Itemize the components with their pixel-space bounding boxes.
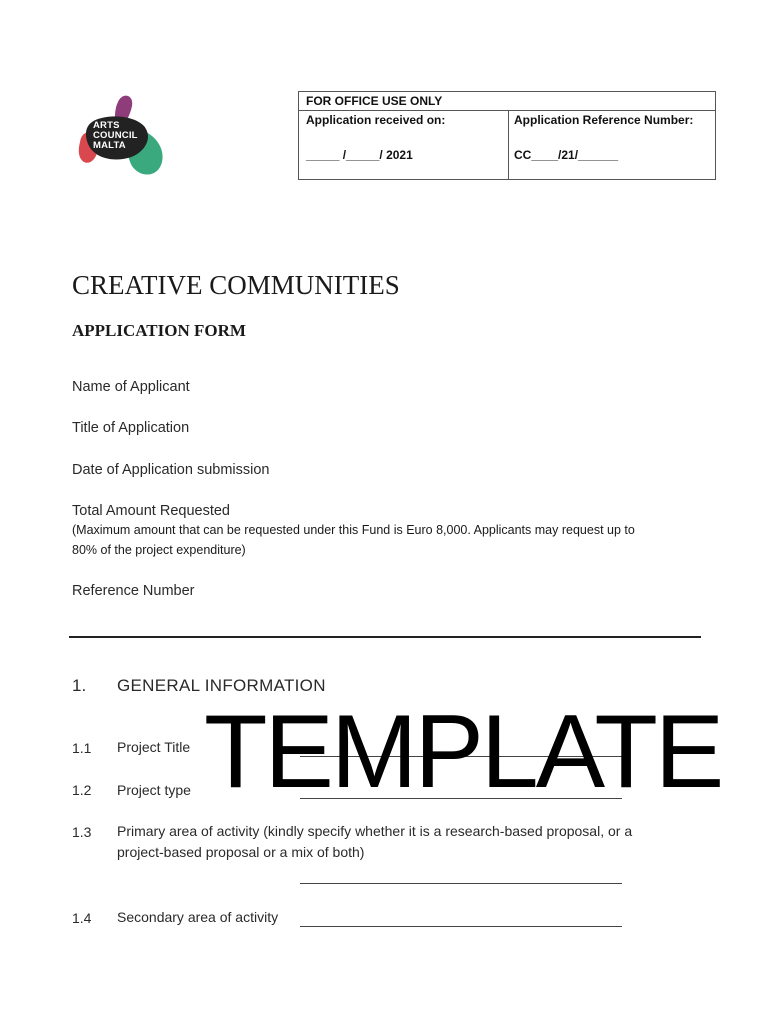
amount-note-line2: 80% of the project expenditure) (72, 543, 246, 557)
title-of-application-label: Title of Application (72, 420, 190, 436)
received-on-value: _____ /_____/ 2021 (306, 148, 413, 162)
section-title: GENERAL INFORMATION (117, 676, 326, 695)
secondary-area-label: Secondary area of activity (117, 909, 279, 925)
item-number-1-1: 1.1 (72, 740, 92, 756)
project-type-label: Project type (117, 782, 191, 798)
section-number: 1. (72, 676, 87, 695)
reference-number-field-label: Reference Number (72, 583, 195, 599)
section-divider (69, 636, 701, 638)
primary-area-label-line1: Primary area of activity (kindly specify whether it is a research-based proposal, or a (117, 823, 633, 839)
project-title-label: Project Title (117, 739, 191, 755)
logo-line-arts: ARTS (93, 120, 120, 131)
primary-area-field[interactable] (300, 883, 622, 884)
office-column-divider (508, 110, 509, 180)
reference-number-value: CC____/21/______ (514, 148, 619, 162)
item-number-1-2: 1.2 (72, 782, 92, 798)
page-subtitle: APPLICATION FORM (72, 321, 246, 340)
item-number-1-3: 1.3 (72, 824, 92, 840)
template-watermark: TEMPLATE (204, 694, 722, 810)
logo-text (93, 121, 138, 151)
amount-note-line1: (Maximum amount that can be requested under this Fund is Euro 8,000. Applicants may request up to (72, 523, 635, 537)
reference-number-label: Application Reference Number: (514, 113, 694, 127)
secondary-area-field[interactable] (300, 926, 622, 927)
primary-area-label-line2: project-based proposal or a mix of both) (117, 844, 365, 860)
total-amount-label: Total Amount Requested (72, 503, 230, 519)
page-title: CREATIVE COMMUNITIES (72, 270, 400, 300)
item-number-1-4: 1.4 (72, 910, 92, 926)
office-use-header: FOR OFFICE USE ONLY (306, 94, 443, 108)
name-of-applicant-label: Name of Applicant (72, 379, 190, 395)
submission-date-label: Date of Application submission (72, 462, 270, 478)
logo-line-council: COUNCIL (93, 130, 138, 141)
logo-line-malta: MALTA (93, 140, 126, 151)
received-on-label: Application received on: (306, 113, 446, 127)
